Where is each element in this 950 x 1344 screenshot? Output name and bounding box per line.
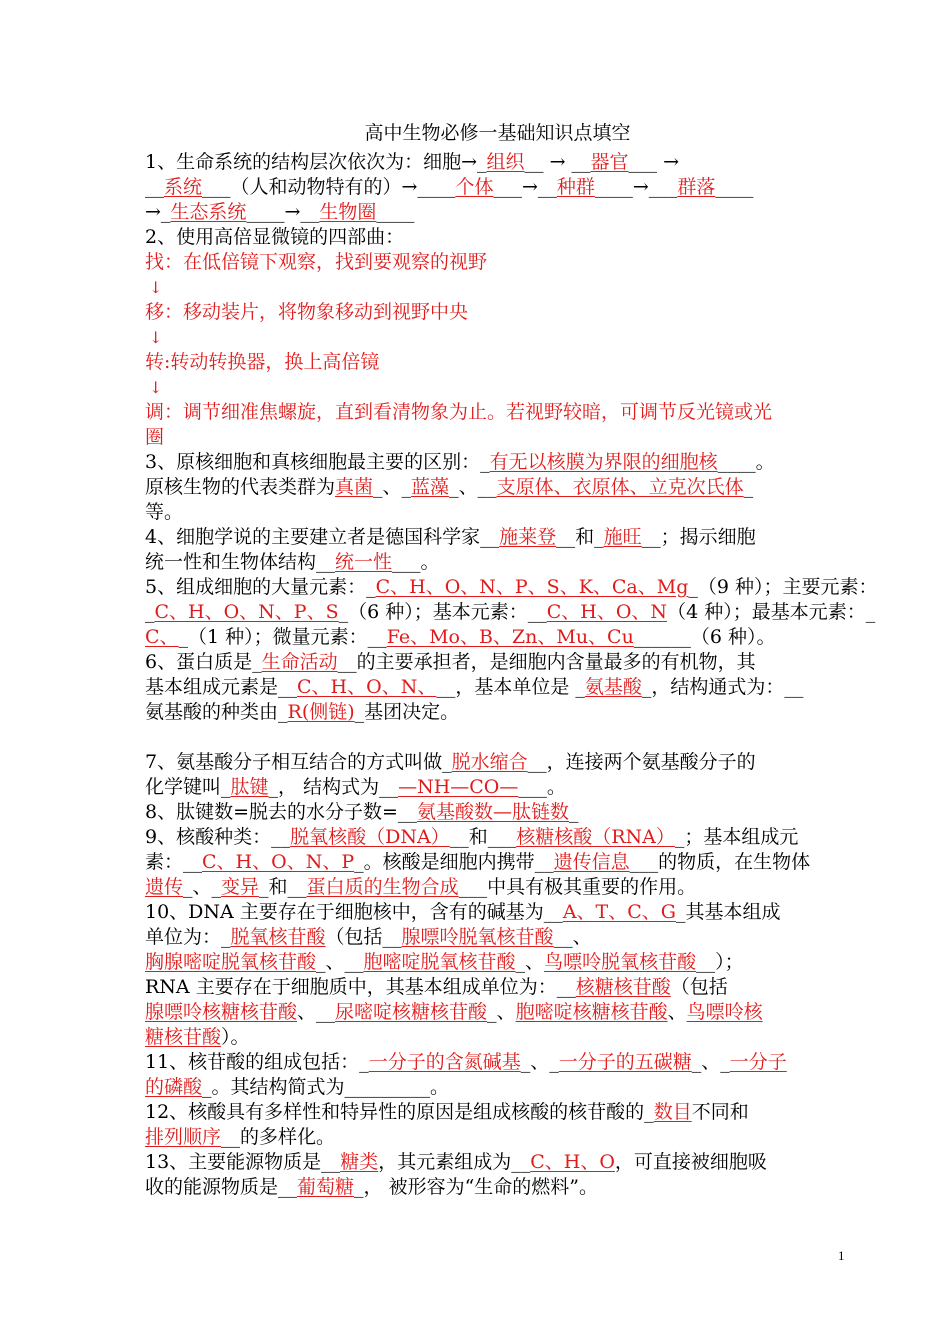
line-text: __ [145, 176, 164, 198]
text-line [145, 250, 850, 275]
line-text: 11、核苷酸的组成包括：_ [145, 1051, 369, 1073]
text-line [145, 400, 850, 425]
answer-text: 脱氧核苷酸 [230, 926, 326, 948]
answer-text: 肽键 [230, 776, 269, 798]
line-text: _、__ [449, 476, 497, 498]
text-line [145, 975, 850, 1000]
answer-text: —NH—CO— [398, 776, 519, 798]
line-text: 、 [667, 1001, 687, 1023]
line-text: 收的能源物质是__ [145, 1176, 298, 1198]
text-line [145, 225, 850, 250]
line-text: _、_ [520, 1051, 559, 1073]
line-text: _ [568, 801, 579, 823]
line-text: _、_ [691, 1051, 730, 1073]
line-text: ___。 [392, 551, 440, 573]
line-text: 不同和 [691, 1101, 749, 1123]
answer-text: 糖核苷酸 [145, 1026, 222, 1048]
line-text: 氨基酸的种类由_ [145, 701, 288, 723]
answer-text: 蛋白质的生物合成 [306, 876, 459, 898]
line-text: 6、蛋白质是_ [145, 651, 262, 673]
line-text: _ [477, 151, 487, 173]
line-text: _，结构通式为：__ [641, 676, 804, 698]
text-line [145, 475, 850, 500]
text-line [145, 1175, 850, 1200]
text-line [145, 300, 850, 325]
text-line [145, 1075, 850, 1100]
line-text: _ [145, 601, 155, 623]
answer-text: C、H、O、N、P、S、K、Ca、Mg [375, 576, 689, 598]
answer-text: 的磷酸 [145, 1076, 203, 1098]
line-text: _， 被形容为“生命的燃料”。 [354, 1176, 598, 1198]
line-text: __ → __ [524, 151, 591, 173]
line-text: ____ [376, 201, 415, 223]
line-text: 13、主要能源物质是__ [145, 1151, 341, 1173]
line-text: 12、核酸具有多样性和特异性的原因是组成核酸的核苷酸的_ [145, 1101, 654, 1123]
answer-text: 蓝藻 [411, 476, 450, 498]
answer-text: C、H、O、N、P [202, 851, 355, 873]
line-text: ____→__ [246, 201, 320, 223]
line-text: 单位为：_ [145, 926, 231, 948]
text-line [145, 925, 850, 950]
line-text: ↓ [149, 378, 163, 397]
text-line [145, 875, 850, 900]
line-text: 7、氨基酸分子相互结合的方式叫做_ [145, 751, 452, 773]
down-arrow-icon [145, 375, 850, 400]
answer-text: C、H、O、N [546, 601, 668, 623]
line-text: ____。 [717, 451, 775, 473]
line-text: _ [743, 476, 754, 498]
text-line [145, 850, 850, 875]
answer-text: 真菌 [335, 476, 374, 498]
answer-text: 遗传 [145, 876, 184, 898]
text-line [145, 550, 850, 575]
line-text: （4 种）；最基本元素：_ [667, 601, 876, 623]
line-text: _、__ [316, 951, 364, 973]
line-text: 9、核酸种类：__ [145, 826, 291, 848]
answer-text: 腺嘌呤核糖核苷酸 [145, 1001, 298, 1023]
answer-text: C、H、O、N、P、S [154, 601, 339, 623]
answer-text: 腺嘌呤脱氧核苷酸 [401, 926, 554, 948]
answer-text: 鸟嘌呤核 [686, 1001, 763, 1023]
answer-text: 系统 [164, 176, 203, 198]
line-text: 圈 [145, 426, 165, 448]
line-text: ___ → [628, 151, 680, 173]
line-text: ___中具有极其重要的作用。 [458, 876, 697, 898]
answer-text: 一分子的含氮碱基 [368, 1051, 521, 1073]
answer-text: 生态系统 [170, 201, 247, 223]
text-line [145, 900, 850, 925]
document-title: 高中生物必修一基础知识点填空 [364, 122, 631, 144]
line-text: 移：移动装片，将物象移动到视野中央 [145, 301, 469, 323]
line-text: 调：调节细准焦螺旋，直到看清物象为止。若视野较暗，可调节反光镜或光 [145, 401, 773, 423]
answer-text: R(侧链) [287, 701, 355, 723]
line-text: _其基本组成 [675, 901, 781, 923]
line-text: ___。 [518, 776, 566, 798]
line-text: __的主要承担者，是细胞内含量最多的有机物，其 [337, 651, 756, 673]
answer-text: 鸟嘌呤脱氧核苷酸 [544, 951, 697, 973]
line-text: （包括 [670, 976, 728, 998]
line-text: 10、DNA 主要存在于细胞核中，含有的碱基为__ [145, 901, 563, 923]
text-line [145, 625, 850, 650]
line-text: __、 [553, 926, 592, 948]
text-line [145, 1025, 850, 1050]
line-text: 原核生物的代表类群为 [145, 476, 336, 498]
line-text: _。核酸是细胞内携带__ [354, 851, 554, 873]
line-text: 8、肽键数=脱去的水分子数=__ [145, 801, 417, 823]
line-text: ，可直接被细胞吸 [614, 1151, 767, 1173]
line-text: 素：__ [145, 851, 203, 873]
line-text: 1、生命系统的结构层次依次为：细胞→ [145, 151, 478, 173]
text-line [145, 500, 850, 525]
text-line [145, 575, 878, 600]
answer-text: C、H、O、N、 [297, 676, 437, 698]
text-line [145, 350, 850, 375]
line-text: __的多样化。 [221, 1126, 336, 1148]
line-text: ）。 [221, 1026, 250, 1048]
answer-text: 胞嘧啶脱氧核苷酸 [363, 951, 516, 973]
line-text: _（9 种）；主要元素： [688, 576, 878, 598]
line-text: ↓ [149, 278, 163, 297]
line-text: ___的物质，在生物体 [629, 851, 811, 873]
answer-text: 数目 [653, 1101, 692, 1123]
line-text: ____→___ [594, 176, 678, 198]
line-text: _基团决定。 [354, 701, 460, 723]
line-text: _、_ [183, 876, 222, 898]
answer-text: 脱氧核酸（DNA） [290, 826, 450, 848]
line-text: __；揭示细胞 [641, 526, 756, 548]
line-text: _、_ [373, 476, 412, 498]
answer-text: 排列顺序 [145, 1126, 222, 1148]
answer-text: 统一性 [335, 551, 393, 573]
line-text: RNA 主要存在于细胞质中，其基本组成单位为：__ [145, 976, 576, 998]
answer-text: 施莱登 [499, 526, 557, 548]
answer-text: 糖类 [340, 1151, 379, 1173]
answer-text: Fe、Mo、B、Zn、Mu、Cu [386, 626, 634, 648]
line-text: __和___ [449, 826, 517, 848]
answer-text: 种群 [556, 176, 595, 198]
line-text: ___（人和动物特有的）→____ [202, 176, 456, 198]
line-text: 4、细胞学说的主要建立者是德国科学家__ [145, 526, 500, 548]
page-number: 1 [838, 1248, 845, 1263]
answer-text: 尿嘧啶核糖核苷酸 [335, 1001, 488, 1023]
line-text: _。其结构简式为_________。 [202, 1076, 450, 1098]
line-text: 基本组成元素是__ [145, 676, 298, 698]
text-line [145, 425, 850, 450]
line-text: 、__ [297, 1001, 336, 1023]
line-text: __）； [696, 951, 744, 973]
line-text: 统一性和生物体结构__ [145, 551, 336, 573]
line-text: 3、原核细胞和真核细胞最主要的区别： [145, 451, 481, 473]
text-line [145, 1050, 850, 1075]
line-text: 化学键叫_ [145, 776, 231, 798]
text-line [145, 1100, 850, 1125]
line-text: ______（6 种）。 [633, 626, 776, 648]
answer-text: 葡萄糖 [297, 1176, 355, 1198]
text-line [145, 1150, 850, 1175]
line-text: 5、组成细胞的大量元素：_ [145, 576, 376, 598]
answer-text: 施旺 [603, 526, 642, 548]
text-line [145, 750, 850, 775]
answer-text: 氨基酸数—肽链数 [416, 801, 569, 823]
text-line [145, 600, 876, 625]
text-line [145, 150, 850, 175]
down-arrow-icon [145, 275, 850, 300]
answer-text: 个体 [455, 176, 494, 198]
text-line [145, 175, 850, 200]
line-text: __和_ [556, 526, 604, 548]
answer-text: 组织 [486, 151, 525, 173]
answer-text: 变异 [221, 876, 260, 898]
text-line [145, 450, 850, 475]
line-text: _（1 种）；微量元素：__ [178, 626, 387, 648]
blank-line [145, 725, 850, 750]
line-text: _， 结构式为__ [268, 776, 399, 798]
answer-text: 一分子的五碳糖 [558, 1051, 692, 1073]
answer-text: 生命活动 [261, 651, 338, 673]
line-text: __，基本单位是 _ [436, 676, 585, 698]
line-text: 等。 [145, 501, 184, 523]
text-line [145, 650, 850, 675]
line-text: →_ [145, 201, 171, 223]
answer-text: 胸腺嘧啶脱氧核苷酸 [145, 951, 317, 973]
text-line [145, 825, 850, 850]
text-line [145, 200, 850, 225]
line-text: ，其元素组成为__ [378, 1151, 531, 1173]
text-line [145, 700, 850, 725]
line-text: ___→__ [493, 176, 557, 198]
answer-text: 生物圈 [319, 201, 377, 223]
text-line [145, 950, 850, 975]
answer-text: 一分子 [729, 1051, 787, 1073]
text-line [145, 525, 850, 550]
text-line [145, 1125, 850, 1150]
line-text: ↓ [149, 328, 163, 347]
document-body [145, 150, 878, 1200]
line-text: _、 [515, 951, 545, 973]
line-text: 找：在低倍镜下观察，找到要观察的视野 [145, 251, 488, 273]
answer-text: C、H、O [530, 1151, 615, 1173]
line-text: _ [480, 451, 490, 473]
line-text: 2、使用高倍显微镜的四部曲： [145, 226, 405, 248]
line-text: _；基本组成元 [674, 826, 799, 848]
answer-text: C、 [145, 626, 179, 648]
answer-text: 遗传信息 [553, 851, 630, 873]
answer-text: 氨基酸 [584, 676, 642, 698]
answer-text: 胞嘧啶核糖核苷酸 [515, 1001, 668, 1023]
answer-text: 脱水缩合 [451, 751, 528, 773]
text-line [145, 800, 850, 825]
line-text: 转:转动转换器，换上高倍镜 [145, 351, 380, 373]
line-text: ____ [715, 176, 754, 198]
down-arrow-icon [145, 325, 850, 350]
line-text: _和__ [259, 876, 307, 898]
text-line [145, 1000, 850, 1025]
line-text: （包括__ [325, 926, 402, 948]
text-line [145, 775, 850, 800]
line-text: _、 [487, 1001, 516, 1023]
answer-text: 器官 [590, 151, 629, 173]
answer-text: 核糖核酸（RNA） [516, 826, 675, 848]
answer-text: A、T、C、G [562, 901, 676, 923]
line-text: _（6 种）；基本元素：__ [338, 601, 547, 623]
answer-text: 核糖核苷酸 [575, 976, 671, 998]
answer-text: 有无以核膜为界限的细胞核 [489, 451, 718, 473]
text-line [145, 675, 850, 700]
answer-text: 支原体、衣原体、立克次氏体 [496, 476, 744, 498]
answer-text: 群落 [677, 176, 716, 198]
line-text: __，连接两个氨基酸分子的 [527, 751, 756, 773]
